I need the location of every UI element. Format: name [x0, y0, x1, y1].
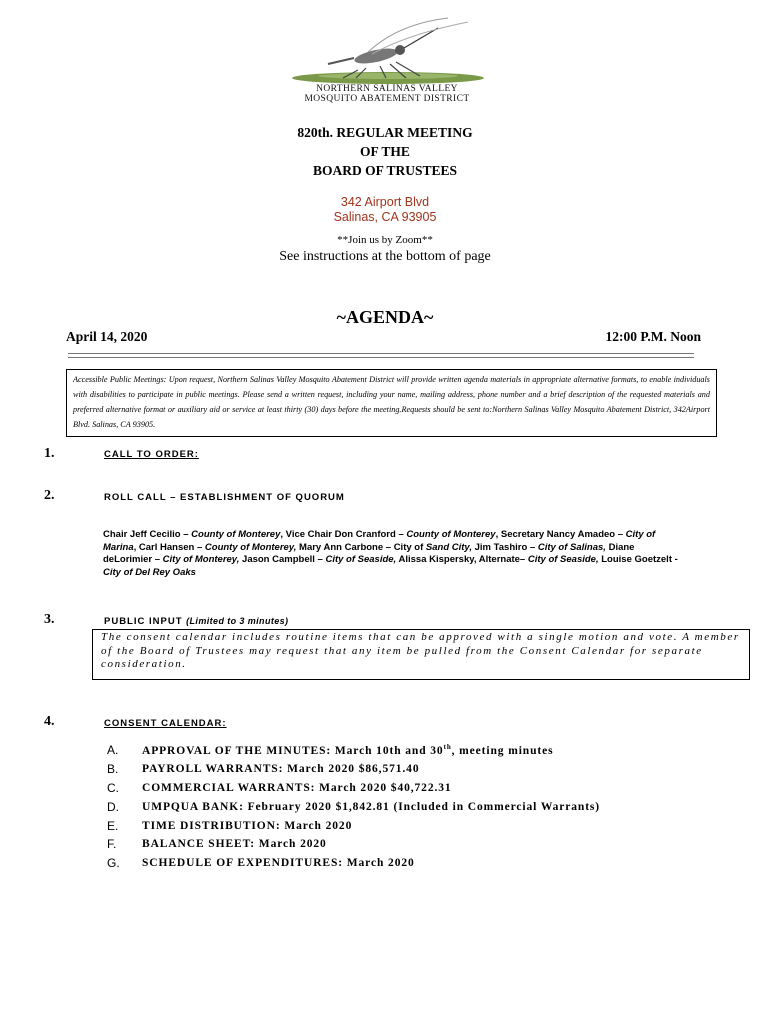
section-2-number: 2. [44, 488, 55, 503]
consent-note: The consent calendar includes routine items that can be approved with a single motion and vote. A member of the Board of Trustees may request that any item be pulled from the Consent Calendar for separate consideration. [92, 629, 750, 680]
roll-jurisdiction: Sand City, [425, 541, 472, 553]
consent-item-g [107, 854, 667, 873]
item-letter: C. [107, 780, 119, 795]
roll-text: , Vice Chair Don Cranford – [280, 529, 407, 540]
public-input-label: PUBLIC INPUT [104, 616, 183, 627]
section-3-heading [104, 616, 288, 627]
section-1-number: 1. [44, 446, 55, 461]
item-text-tail: , meeting minutes [451, 745, 554, 758]
section-3-number: 3. [44, 612, 55, 627]
divider [68, 353, 694, 358]
section-4-number: 4. [44, 714, 55, 729]
item-letter: B. [107, 762, 119, 777]
mosquito-logo [288, 14, 488, 86]
consent-item-a [107, 741, 667, 760]
consent-item-b [107, 760, 667, 779]
roll-jurisdiction: City of Del Rey Oaks [103, 566, 196, 578]
item-sup: th [443, 743, 452, 752]
consent-item-c [107, 779, 667, 798]
roll-text: Mary Ann Carbone – City of [296, 541, 426, 553]
item-text: PAYROLL WARRANTS: March 2020 $86,571.40 [142, 763, 420, 776]
zoom-instructions: See instructions at the bottom of page [279, 249, 491, 264]
item-letter: G. [107, 856, 120, 871]
item-text: SCHEDULE OF EXPENDITURES: March 2020 [142, 857, 415, 870]
roll-jurisdiction: County of Monterey [191, 529, 281, 540]
item-letter: F. [107, 837, 117, 852]
roll-text: Diane deLorimier – [103, 541, 635, 565]
meeting-title [0, 123, 770, 180]
item-text [142, 743, 553, 757]
consent-item-d [107, 797, 667, 816]
roll-jurisdiction: County of Monterey, [204, 541, 297, 553]
roll-call-list [103, 529, 683, 579]
title-line-1: 820th. REGULAR MEETING [297, 125, 473, 140]
roll-text: Jason Campbell – [239, 554, 326, 565]
logo-line-2: MOSQUITO ABATEMENT DISTRICT [304, 94, 470, 104]
roll-jurisdiction: City of Seaside, [325, 554, 397, 565]
roll-text: Alissa Kispersky, Alternate– [396, 554, 528, 565]
logo-text [270, 84, 504, 104]
agenda-heading: ~AGENDA~ [336, 307, 434, 327]
item-text-main: APPROVAL OF THE MINUTES: March 10th and 30 [142, 745, 444, 758]
item-text: BALANCE SHEET: March 2020 [142, 838, 327, 851]
consent-item-f [107, 835, 667, 854]
item-letter: D. [107, 799, 119, 814]
consent-items [107, 741, 667, 873]
section-2-heading: ROLL CALL – ESTABLISHMENT OF QUORUM [104, 492, 345, 503]
roll-text: Jim Tashiro – [472, 541, 538, 553]
section-4-heading: CONSENT CALENDAR: [104, 718, 227, 729]
title-line-3: BOARD OF TRUSTEES [312, 163, 458, 178]
meeting-time: 12:00 P.M. Noon [605, 329, 701, 344]
section-1-heading: CALL TO ORDER: [104, 449, 199, 460]
zoom-note: **Join us by Zoom** [337, 234, 433, 246]
item-letter: E. [107, 818, 119, 833]
item-letter: A. [107, 743, 119, 758]
public-input-limit: (Limited to 3 minutes) [186, 616, 289, 626]
item-text: UMPQUA BANK: February 2020 $1,842.81 (Included in Commercial Warrants) [142, 800, 601, 813]
logo-line-1: NORTHERN SALINAS VALLEY [316, 84, 458, 94]
roll-text: , Carl Hansen – [133, 541, 205, 553]
meeting-address [0, 195, 770, 225]
roll-jurisdiction: City of Monterey, [162, 554, 240, 565]
roll-jurisdiction: City of Marina [103, 529, 656, 553]
meeting-date: April 14, 2020 [66, 329, 148, 344]
item-text: COMMERCIAL WARRANTS: March 2020 $40,722.31 [142, 781, 452, 794]
item-text: TIME DISTRIBUTION: March 2020 [142, 819, 353, 832]
roll-text: , Secretary Nancy Amadeo – [495, 529, 626, 540]
roll-text: Louise Goetzelt - [598, 554, 678, 565]
roll-jurisdiction: City of Seaside, [527, 554, 599, 565]
address-line-1: 342 Airport Blvd [340, 195, 430, 209]
roll-text: Chair Jeff Cecilio – [103, 529, 192, 540]
consent-item-e [107, 816, 667, 835]
address-line-2: Salinas, CA 93905 [333, 210, 437, 224]
title-line-2: OF THE [360, 144, 410, 159]
accessibility-notice: Accessible Public Meetings: Upon request, Northern Salinas Valley Mosquito Abatement District will provide written agenda materials in appropriate alternative formats, to enable individuals with disabilities to participate in public meetings. Please send a written request, including your name, mailing address, phone number and a brief description of the requested materials and preferred alternative format or auxiliary aid or service at least thirty (30) days before the meeting.Requests should be sent to:Northern Salinas Valley Mosquito Abatement District, 342Airport Blvd. Salinas, CA 93905. [66, 369, 717, 437]
roll-jurisdiction: City of Salinas, [537, 541, 606, 553]
roll-jurisdiction: County of Monterey [406, 529, 496, 540]
